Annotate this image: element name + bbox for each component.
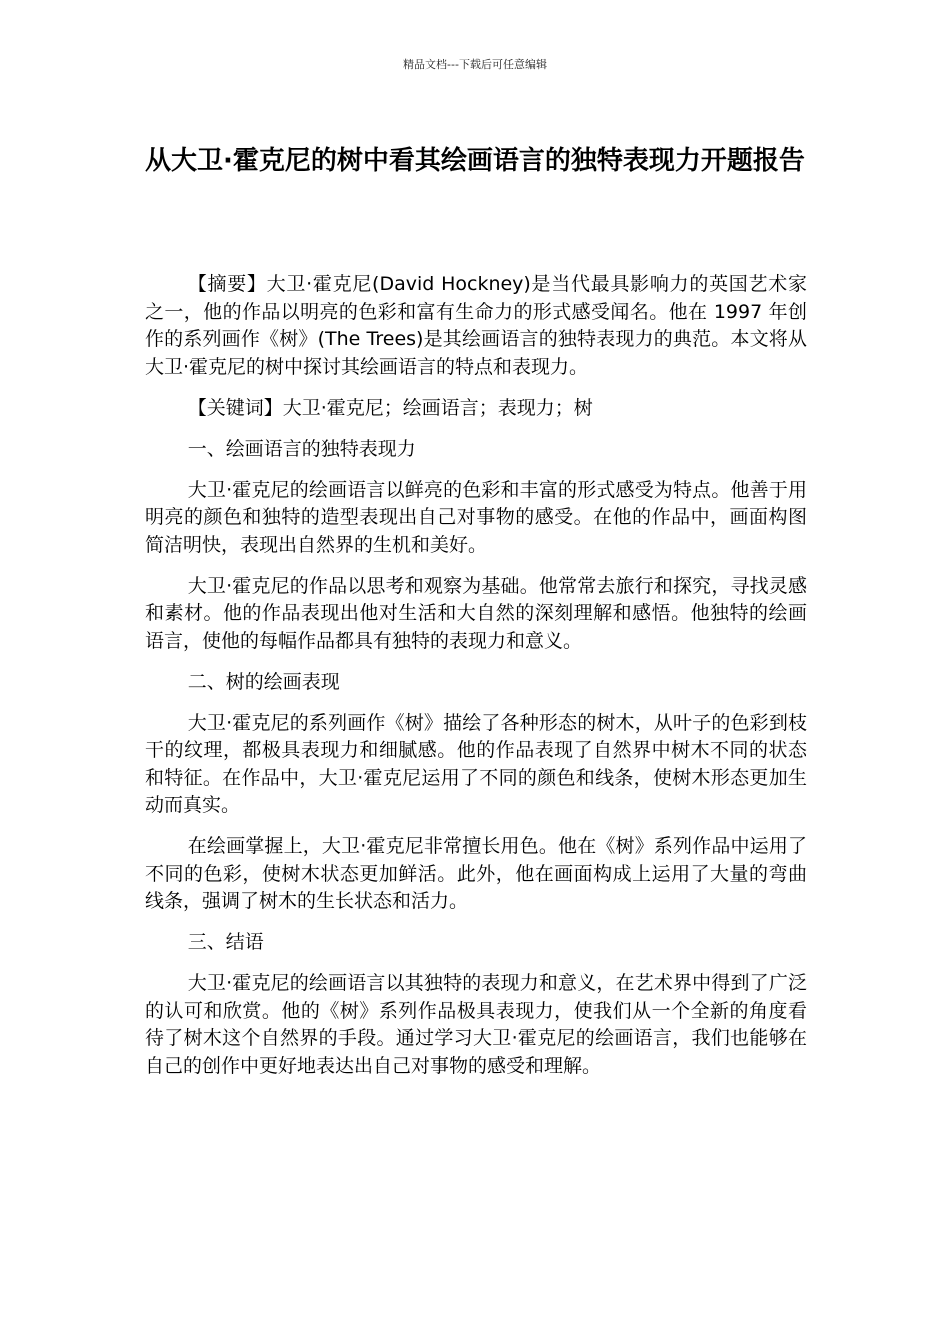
- section-heading-2: 二、树的绘画表现: [187, 670, 340, 693]
- keywords-paragraph: 【关键词】大卫·霍克尼；绘画语言；表现力；树: [187, 396, 593, 419]
- document-title: 从大卫·霍克尼的树中看其绘画语言的独特表现力开题报告: [145, 146, 805, 176]
- document-body: [145, 271, 807, 1094]
- body-paragraph: 大卫·霍克尼的作品以思考和观察为基础。他常常去旅行和探究，寻找灵感和素材。他的作品表现出他对生活和大自然的深刻理解和感悟。他独特的绘画语言，使他的每幅作品都具有独特的表现力和意义。: [145, 574, 807, 652]
- abstract-paragraph: 【摘要】大卫·霍克尼(David Hockney)是当代最具影响力的英国艺术家之一，他的作品以明亮的色彩和富有生命力的形式感受闻名。他在 1997 年创作的系列画作《树》(The Trees)是其绘画语言的独特表现力的典范。本文将从大卫·霍克尼的树中探讨其绘画语言的特点和表现力。: [145, 273, 807, 378]
- body-paragraph: 大卫·霍克尼的系列画作《树》描绘了各种形态的树木，从叶子的色彩到枝干的纹理，都极具表现力和细腻感。他的作品表现了自然界中树木不同的状态和特征。在作品中，大卫·霍克尼运用了不同的颜色和线条，使树木形态更加生动而真实。: [145, 711, 807, 816]
- section-heading-1: 一、绘画语言的独特表现力: [187, 437, 416, 460]
- section-heading-3: 三、结语: [187, 931, 264, 953]
- header-note: 精品文档---下载后可任意编辑: [403, 58, 547, 71]
- body-paragraph: 在绘画掌握上，大卫·霍克尼非常擅长用色。他在《树》系列作品中运用了不同的色彩，使树木状态更加鲜活。此外，他在画面构成上运用了大量的弯曲线条，强调了树木的生长状态和活力。: [145, 835, 807, 912]
- conclusion-paragraph: 大卫·霍克尼的绘画语言以其独特的表现力和意义，在艺术界中得到了广泛的认可和欣赏。他的《树》系列作品极具表现力，使我们从一个全新的角度看待了树木这个自然界的手段。通过学习大卫·霍克尼的绘画语言，我们也能够在自己的创作中更好地表达出自己对事物的感受和理解。: [145, 972, 807, 1077]
- body-paragraph: 大卫·霍克尼的绘画语言以鲜亮的色彩和丰富的形式感受为特点。他善于用明亮的颜色和独特的造型表现出自己对事物的感受。在他的作品中，画面构图简洁明快，表现出自然界的生机和美好。: [145, 478, 807, 556]
